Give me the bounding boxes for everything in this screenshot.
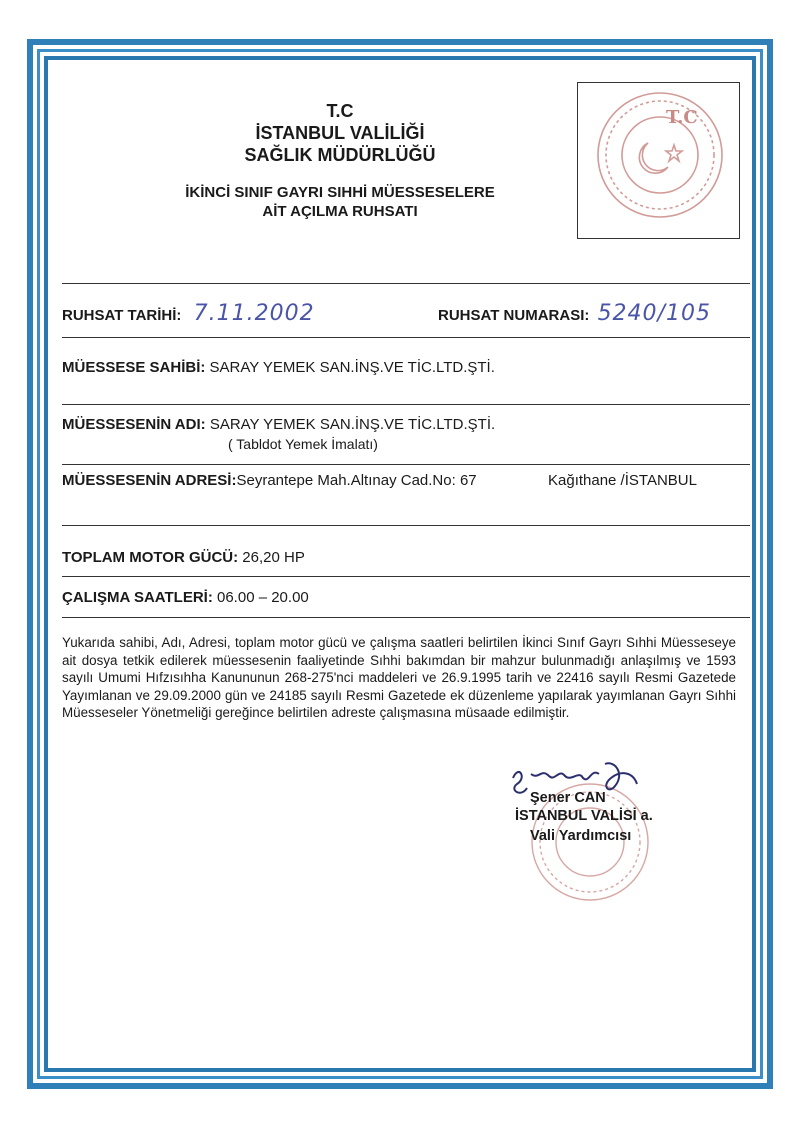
divider: [62, 525, 750, 526]
header-mudurluk: SAĞLIK MÜDÜRLÜĞÜ: [244, 145, 436, 165]
handwritten-signature-icon: [513, 763, 637, 792]
stamp-tc-text: T.C: [666, 107, 698, 128]
sahibi-label: MÜESSESE SAHİBİ:: [62, 359, 206, 376]
saat-label: ÇALIŞMA SAATLERİ:: [62, 589, 213, 606]
adres-value: Seyrantepe Mah.Altınay Cad.No: 67: [236, 472, 477, 489]
signer-name: Şener CAN: [530, 790, 606, 806]
ruhsat-numarasi-value: 5240/105: [597, 301, 711, 326]
divider: [62, 337, 750, 338]
divider: [62, 617, 750, 618]
divider: [62, 404, 750, 405]
signer-title: İSTANBUL VALİSİ a.: [515, 808, 653, 824]
row-ruhsat: [62, 301, 315, 326]
saat-value: 06.00 – 20.00: [217, 589, 309, 606]
signer-subtitle: Vali Yardımcısı: [530, 828, 632, 844]
motor-value: 26,20 HP: [242, 549, 305, 566]
adres-label: MÜESSESENİN ADRESİ:: [62, 472, 237, 489]
title-line2: AİT AÇILMA RUHSATI: [262, 203, 418, 220]
row-motor: [62, 549, 305, 566]
ruhsat-numarasi-label: RUHSAT NUMARASI:: [438, 307, 590, 324]
adi-value: SARAY YEMEK SAN.İNŞ.VE TİC.LTD.ŞTİ.: [209, 416, 496, 433]
divider: [62, 576, 750, 577]
document-title: [100, 183, 580, 221]
row-saat: [62, 589, 309, 606]
header-valilik: İSTANBUL VALİLİĞİ: [255, 123, 425, 143]
approval-paragraph: Yukarıda sahibi, Adı, Adresi, toplam motor gücü ve çalışma saatleri belirtilen İkinci Sınıf Gayrı Sıhhi Müesseseye ait dosya tetkik edilerek müessesenin faaliyetinde Sıhhi bakımdan bir mahzur bulunmadığı anlaşılmış ve 1593 sayılı Umumi Hıfzısıhha Kanununun 268-275'nci maddeleri ve 26.9.1995 tarih ve 22416 sayılı Resmi Gazetede Yayımlanan ve 29.09.2000 gün ve 24185 sayılı Resmi Gazetede ek düzenleme yapılarak yayımlanan Gayrı Sıhhi Müesseseler Yönetmeliği gereğince belirtilen adreste çalışmasına müsaade edilmiştir.: [62, 635, 736, 721]
row-sahibi: [62, 359, 495, 376]
divider: [62, 464, 750, 465]
motor-label: TOPLAM MOTOR GÜCÜ:: [62, 549, 239, 566]
adres-city: Kağıthane /İSTANBUL: [548, 472, 697, 489]
ruhsat-tarihi-label: RUHSAT TARİHİ:: [62, 307, 182, 324]
row-adres: [62, 472, 477, 489]
stamp-box: [577, 82, 740, 239]
divider: [62, 283, 750, 284]
adi-subtitle: ( Tabldot Yemek İmalatı): [228, 436, 378, 452]
header-tc: T.C: [326, 101, 354, 121]
title-line1: İKİNCİ SINIF GAYRI SIHHİ MÜESSESELERE: [185, 184, 495, 201]
official-seal-stamp-icon: [578, 83, 738, 237]
issuing-authority: [100, 100, 580, 166]
sahibi-value: SARAY YEMEK SAN.İNŞ.VE TİC.LTD.ŞTİ.: [209, 359, 495, 376]
row-ruhsat-no: [438, 301, 711, 326]
adi-label: MÜESSESENİN ADI:: [62, 416, 206, 433]
row-adi: [62, 416, 495, 433]
ruhsat-tarihi-value: 7.11.2002: [193, 301, 315, 326]
